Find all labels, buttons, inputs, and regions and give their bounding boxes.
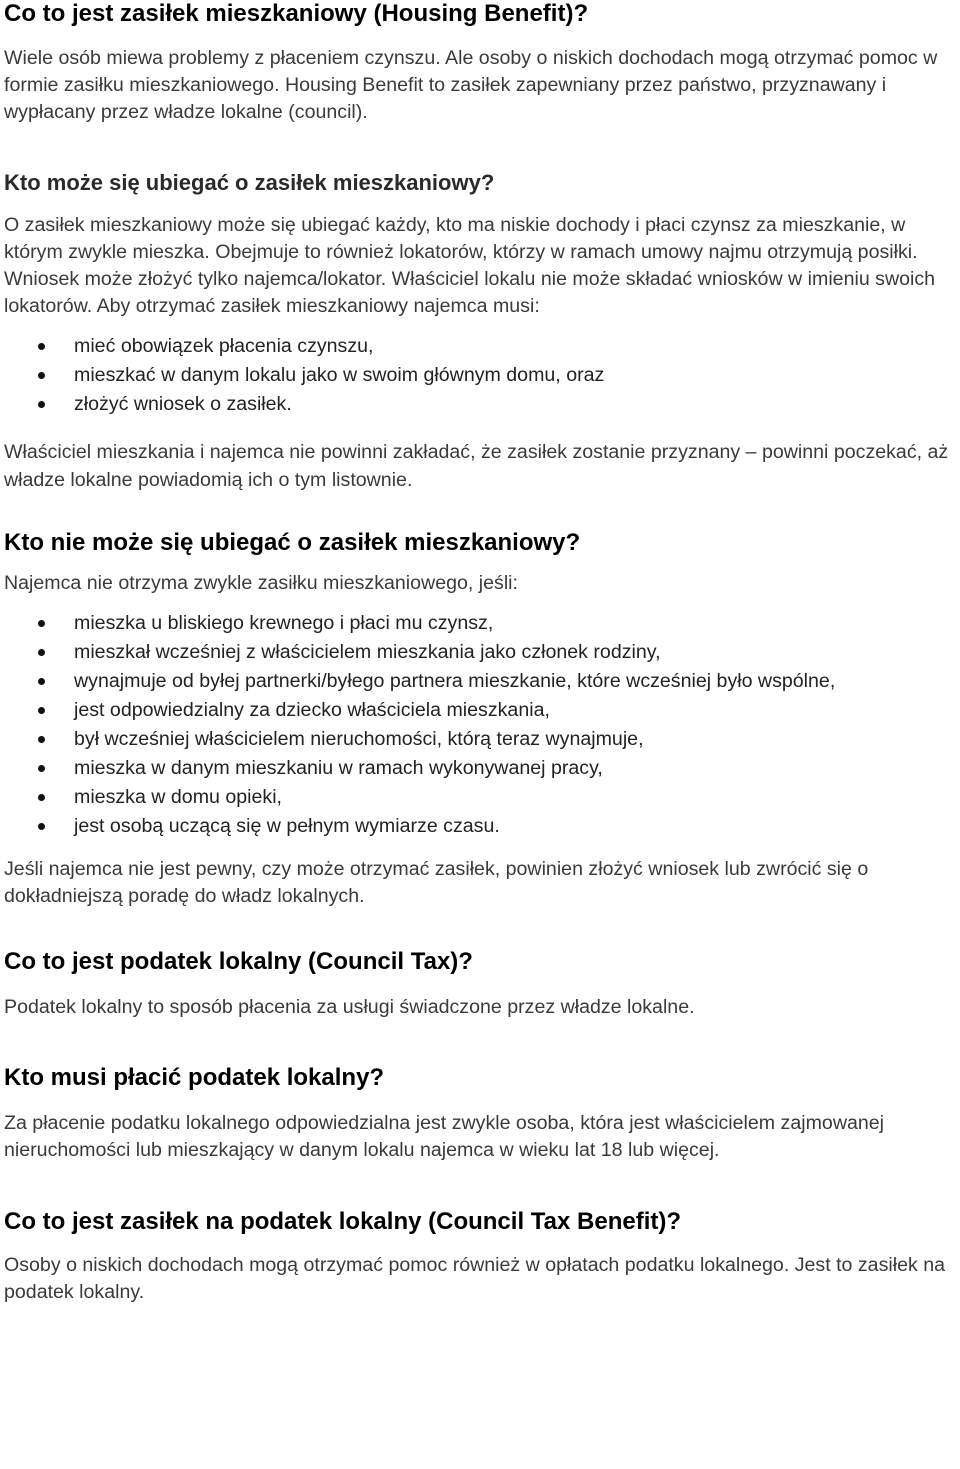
list-item-text: złożyć wniosek o zasiłek.	[74, 393, 292, 416]
paragraph-council-tax: Podatek lokalny to sposób płacenia za usługi świadczone przez władze lokalne.	[4, 996, 695, 1019]
list-item	[4, 361, 949, 390]
paragraph-who-pays: Za płacenie podatku lokalnego odpowiedzialna jest zwykle osoba, która jest właścicielem zajmowanej nieruchomości lub mieszkający w danym lokalu najemca w wieku lat 18 lub więcej.	[4, 1111, 885, 1161]
paragraph-who-cannot-apply-intro: Najemca nie otrzyma zwykle zasiłku mieszkaniowego, jeśli:	[4, 571, 518, 594]
list-item	[4, 812, 949, 841]
list-item-text: wynajmuje od byłej partnerki/byłego partnera mieszkanie, które wcześniej było wspólne,	[74, 670, 836, 693]
list-item-text: mieszka w danym mieszkaniu w ramach wykonywanej pracy,	[74, 757, 603, 780]
paragraph-council-tax-benefit: Osoby o niskich dochodach mogą otrzymać pomoc również w opłatach podatku lokalnego. Jest to zasiłek na podatek lokalny.	[4, 1254, 946, 1304]
paragraph-who-can-apply: O zasiłek mieszkaniowy może się ubiegać każdy, kto ma niskie dochody i płaci czynsz za mieszkanie, w którym zwykle mieszka. Obejmuje to również lokatorów, którzy w ramach umowy najmu otrzymują posiłki. Wniosek może złożyć tylko najemca/lokator. Właściciel lokalu nie może składać wniosków w imieniu swoich lokatorów. Aby otrzymać zasiłek mieszkaniowy najemca musi:	[4, 213, 936, 318]
list-item	[4, 609, 949, 638]
list-exclusions	[4, 609, 949, 841]
list-item	[4, 696, 949, 725]
list-item	[4, 754, 949, 783]
list-item	[4, 638, 949, 667]
heading-council-tax: Co to jest podatek lokalny (Council Tax)?	[4, 948, 473, 976]
paragraph-landlord-note: Właściciel mieszkania i najemca nie powinni zakładać, że zasiłek zostanie przyznany – powinni poczekać, aż władze lokalne powiadomią ich o tym listownie.	[4, 441, 949, 491]
list-item-text: mieszkał wcześniej z właścicielem mieszkania jako członek rodziny,	[74, 641, 661, 664]
list-requirements	[4, 332, 949, 419]
heading-who-cannot-apply: Kto nie może się ubiegać o zasiłek mieszkaniowy?	[4, 528, 581, 556]
heading-who-can-apply: Kto może się ubiegać o zasiłek mieszkaniowy?	[4, 169, 495, 195]
bullet-icon	[38, 620, 45, 627]
list-item-text: mieszka u bliskiego krewnego i płaci mu czynsz,	[74, 612, 494, 635]
bullet-icon	[38, 823, 45, 830]
heading-housing-benefit: Co to jest zasiłek mieszkaniowy (Housing Benefit)?	[4, 0, 589, 27]
paragraph-unsure-note: Jeśli najemca nie jest pewny, czy może otrzymać zasiłek, powinien złożyć wniosek lub zwrócić się o dokładniejszą poradę do władz lokalnych.	[4, 858, 869, 908]
list-item	[4, 332, 949, 361]
list-item-text: mieć obowiązek płacenia czynszu,	[74, 335, 374, 358]
paragraph-housing-benefit-intro: Wiele osób miewa problemy z płaceniem czynszu. Ale osoby o niskich dochodach mogą otrzymać pomoc w formie zasiłku mieszkaniowego. Housing Benefit to zasiłek zapewniany przez państwo, przyznawany i wypłacany przez władze lokalne (council).	[4, 47, 938, 124]
list-item	[4, 390, 949, 419]
list-item-text: mieszkać w danym lokalu jako w swoim głównym domu, oraz	[74, 364, 605, 387]
heading-council-tax-benefit: Co to jest zasiłek na podatek lokalny (Council Tax Benefit)?	[4, 1208, 682, 1236]
bullet-icon	[38, 736, 45, 743]
document-page	[4, 0, 949, 1306]
bullet-icon	[38, 765, 45, 772]
bullet-icon	[38, 343, 45, 350]
bullet-icon	[38, 678, 45, 685]
list-item-text: był wcześniej właścicielem nieruchomości, którą teraz wynajmuje,	[74, 728, 644, 751]
list-item	[4, 783, 949, 812]
bullet-icon	[38, 794, 45, 801]
list-item-text: jest osobą uczącą się w pełnym wymiarze czasu.	[74, 815, 500, 838]
bullet-icon	[38, 372, 45, 379]
list-item	[4, 667, 949, 696]
bullet-icon	[38, 649, 45, 656]
list-item-text: mieszka w domu opieki,	[74, 786, 282, 809]
bullet-icon	[38, 401, 45, 408]
bullet-icon	[38, 707, 45, 714]
list-item	[4, 725, 949, 754]
heading-who-pays: Kto musi płacić podatek lokalny?	[4, 1063, 385, 1091]
list-item-text: jest odpowiedzialny za dziecko właściciela mieszkania,	[74, 699, 550, 722]
